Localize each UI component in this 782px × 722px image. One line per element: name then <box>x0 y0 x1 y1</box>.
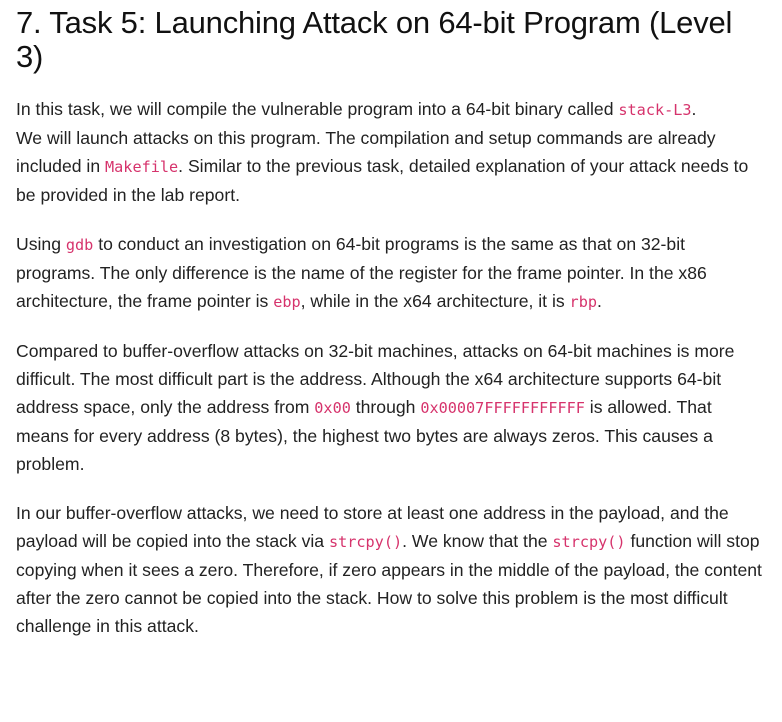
paragraph-text: is allowed. That means for every address (8 bytes), the highest two bytes are always zeros. This causes a problem. <box>16 397 713 474</box>
inline-code-address-end: 0x00007FFFFFFFFFFF <box>420 399 585 417</box>
paragraph-text: , while in the x64 architecture, it is <box>300 291 570 311</box>
paragraph-text: . <box>691 99 697 119</box>
paragraph-gdb <box>16 230 764 316</box>
inline-code-makefile: Makefile <box>105 158 179 176</box>
paragraph-intro <box>16 95 764 209</box>
inline-code-ebp: ebp <box>273 293 301 311</box>
paragraph-text: Compared to buffer-overflow attacks on 32-bit machines, attacks on 64-bit machines is more difficult. The most difficult part is the address. Although the x64 architecture supports 64-bit address space, only the address from <box>16 341 735 417</box>
inline-code-gdb: gdb <box>65 236 94 254</box>
paragraph-text: . We know that the <box>402 531 553 551</box>
paragraph-text: In this task, we will compile the vulnerable program into a 64-bit binary called <box>16 99 619 119</box>
paragraph-address <box>16 337 764 478</box>
inline-code-strcpy: strcpy() <box>552 533 626 551</box>
inline-code-address-start: 0x00 <box>314 399 351 417</box>
inline-code-stack-l3: stack-L3 <box>618 101 692 119</box>
paragraph-text: . Similar to the previous task, detailed explanation of your attack needs to be provided in the lab report. <box>16 156 749 205</box>
paragraph-text: . <box>596 291 602 311</box>
paragraph-text: In our buffer-overflow attacks, we need to store at least one address in the payload, and the payload will be copied into the stack via <box>16 503 729 551</box>
inline-code-rbp: rbp <box>569 293 597 311</box>
section-heading: 7. Task 5: Launching Attack on 64-bit Program (Level 3) <box>16 5 733 74</box>
paragraph-text: function will stop copying when it sees a zero. Therefore, if zero appears in the middle of the payload, the content after the zero cannot be copied into the stack. How to solve this problem is the most difficult challenge in this attack. <box>16 531 762 636</box>
paragraph-strcpy <box>16 499 764 640</box>
paragraph-text: through <box>350 397 421 417</box>
paragraph-text: Using <box>16 234 66 254</box>
paragraph-text: to conduct an investigation on 64-bit programs is the same as that on 32-bit programs. The only difference is the name of the register for the frame pointer. In the x86 architecture, the frame pointer is <box>16 234 707 311</box>
inline-code-strcpy: strcpy() <box>328 533 403 551</box>
paragraph-text: We will launch attacks on this program. The compilation and setup commands are already included in <box>16 128 716 176</box>
